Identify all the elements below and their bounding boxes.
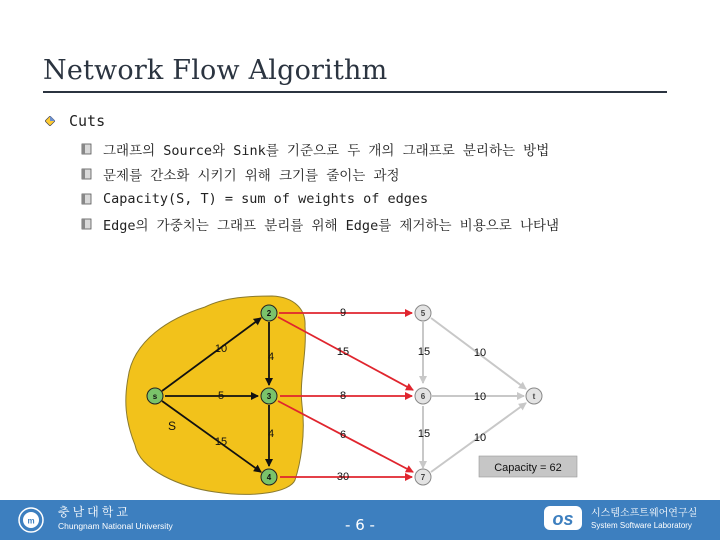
node-2 [261, 305, 277, 321]
edge-label-2-5: 9 [339, 307, 347, 319]
svg-text:4: 4 [266, 473, 272, 482]
sub-bullet-list [81, 136, 559, 236]
capacity-box [479, 456, 577, 477]
edge-label-3-7: 6 [339, 429, 347, 441]
book-icon [81, 218, 92, 230]
sub-bullet-text: Capacity(S, T) = sum of weights of edges [103, 190, 429, 207]
edge-label-3-4: 4 [267, 428, 275, 440]
edge-label-4-7: 30 [336, 471, 350, 483]
edge-label-2-6: 15 [336, 346, 350, 358]
book-icon [81, 143, 92, 155]
bullet-cuts [45, 112, 105, 130]
sub-bullet-item [81, 186, 559, 211]
svg-text:2: 2 [266, 309, 272, 318]
university-name-korean: 충남대학교 [58, 505, 131, 519]
edge-label-3-6: 8 [339, 390, 347, 402]
node-5 [415, 305, 431, 321]
network-cut-diagram [120, 292, 590, 500]
svg-text:Capacity = 62: Capacity = 62 [494, 462, 562, 474]
svg-text:7: 7 [420, 473, 426, 482]
slide-title: Network Flow Algorithm [43, 55, 388, 86]
svg-text:6: 6 [420, 392, 426, 401]
region-label-s: S [167, 419, 177, 433]
edge-label-5-t: 10 [473, 347, 487, 359]
lab-name-korean: 시스템소프트웨어연구실 [591, 508, 698, 519]
sub-bullet-text: 그래프의 Source와 Sink를 기준으로 두 개의 그래프로 분리하는 방법 [103, 142, 550, 159]
sub-bullet-item [81, 136, 559, 161]
sub-bullet-item [81, 161, 559, 186]
svg-text:3: 3 [266, 392, 272, 401]
edge-label-6-t: 10 [473, 391, 487, 403]
sub-bullet-item [81, 211, 559, 236]
book-icon [81, 168, 92, 180]
svg-text:5: 5 [420, 309, 426, 318]
university-name-english: Chungnam National University [58, 521, 173, 531]
svg-text:os: os [552, 509, 574, 529]
node-4 [261, 469, 277, 485]
node-s [147, 388, 163, 404]
edge-label-s4: 15 [214, 436, 228, 448]
book-icon [81, 193, 92, 205]
edge-label-7-t: 10 [473, 432, 487, 444]
edge-label-s3: 5 [217, 390, 225, 402]
node-t [526, 388, 542, 404]
sub-bullet-text: Edge의 가중치는 그래프 분리를 위해 Edge를 제거하는 비용으로 나타냄 [103, 217, 560, 234]
diamond-bullet-icon [45, 116, 55, 126]
sub-bullet-text: 문제를 간소화 시키기 위해 크기를 줄이는 과정 [103, 167, 400, 184]
svg-text:m: m [27, 516, 35, 526]
svg-text:s: s [152, 392, 158, 401]
node-6 [415, 388, 431, 404]
edge-label-5-6: 15 [417, 346, 431, 358]
bullet-label: Cuts [69, 112, 106, 130]
svg-text:t: t [532, 392, 536, 401]
edge-label-2-3: 4 [267, 351, 275, 363]
os-lab-logo-icon [542, 503, 584, 533]
node-7 [415, 469, 431, 485]
edge-label-6-7: 15 [417, 428, 431, 440]
title-divider [43, 91, 667, 93]
edge-label-s2: 10 [214, 343, 228, 355]
node-3 [261, 388, 277, 404]
lab-name-english: System Software Laboratory [591, 521, 692, 530]
page-number: - 6 - [345, 516, 375, 534]
